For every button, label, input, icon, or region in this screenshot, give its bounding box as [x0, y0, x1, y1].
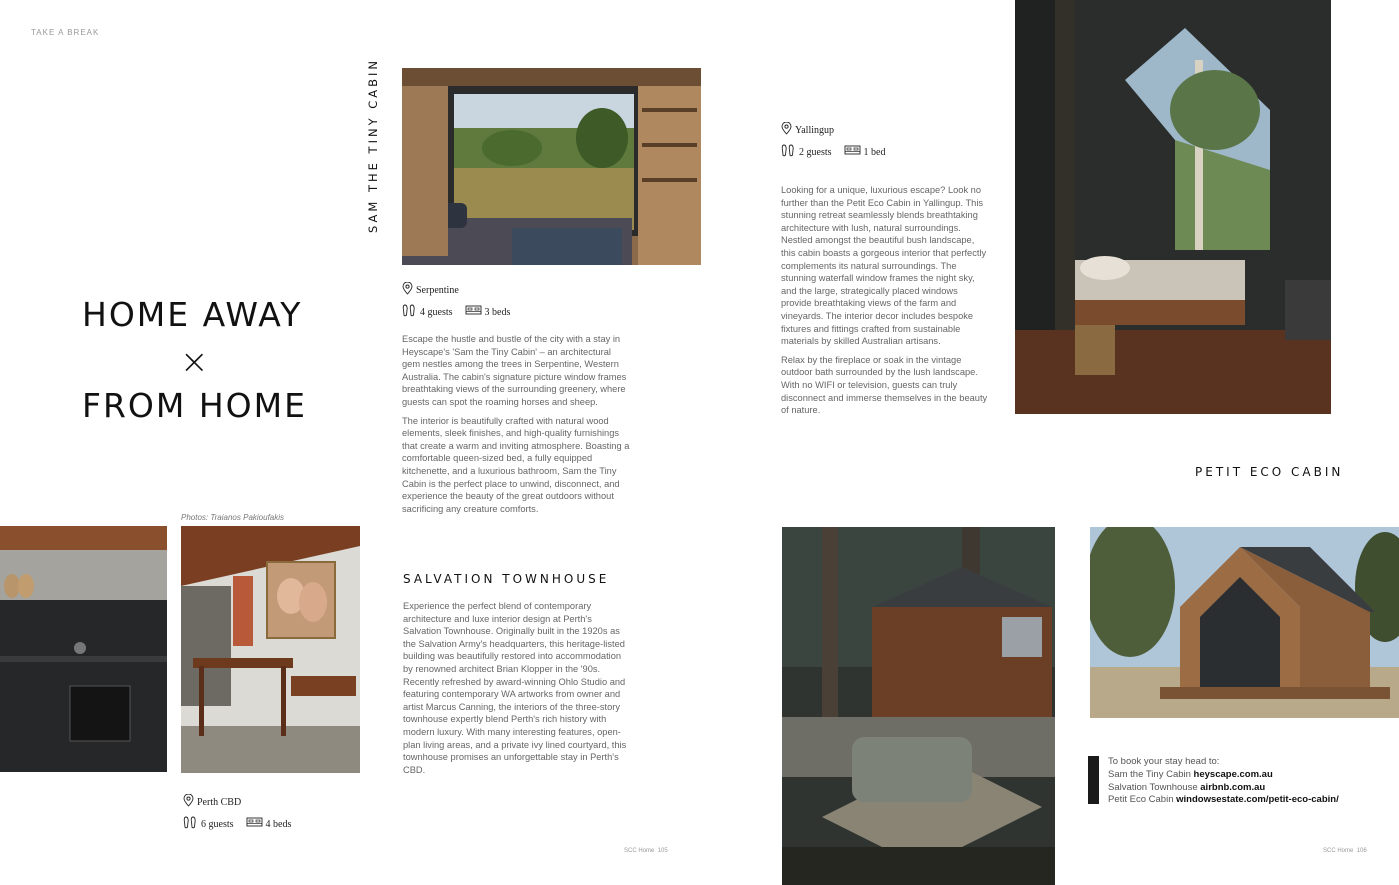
footer-left-page: 105 — [657, 848, 668, 854]
footer-left-publication: SCC Home — [624, 848, 655, 854]
salvation-guests: 6 guests — [201, 818, 234, 830]
footprints-icon — [781, 144, 796, 160]
sam-capacity-row — [402, 304, 510, 320]
salvation-paragraph-1: Experience the perfect blend of contemporary architecture and luxe interior design at Perth's Salvation Townhouse. Originally built in the 1920s as the Salvation Army's headquarters, this heritage-listed building was beautifully restored into accommodation by renowned architect Brian Klopper in the '90s. Recently refreshed by award-winning Ohlo Studio and featuring contemporary WA artworks from owner and artist Marcus Canning, the interiors of the three-story townhouse expertly blend Perth's rich history with modern luxury. With many interesting features, open-plan living areas, and a private ivy lined courtyard, this townhouse promises an unforgettable stay in Perth's CBD. — [403, 601, 627, 775]
booking-line-sam — [1108, 769, 1398, 782]
booking-link-airbnb[interactable]: airbnb.com.au — [1200, 781, 1266, 793]
petit-beds: 1 bed — [863, 146, 886, 158]
petit-paragraph-2: Relax by the fireplace or soak in the vintage outdoor bath surrounded by the lush landscape. With no WIFI or television, guests can truly disconnect and immerse themselves in the beauty of nature. — [781, 354, 988, 416]
sam-guests: 4 guests — [420, 306, 453, 318]
booking-link-heyscape[interactable]: heyscape.com.au — [1193, 768, 1273, 780]
footer-right-page: 106 — [1356, 848, 1367, 854]
petit-description — [781, 184, 988, 423]
bed-icon — [246, 817, 263, 831]
petit-location: Yallingup — [795, 124, 834, 136]
map-pin-icon — [402, 282, 413, 298]
petit-capacity-row — [781, 144, 885, 160]
petit-exterior-photo — [1090, 527, 1399, 718]
petit-cabin-title: PETIT ECO CABIN — [1195, 465, 1344, 479]
booking-name: Sam the Tiny Cabin — [1108, 768, 1191, 780]
salvation-description — [403, 600, 631, 782]
petit-cabin-interior-photo — [1015, 0, 1331, 414]
photo-credit: Photos: Traianos Pakioufakis — [181, 513, 285, 522]
salvation-beds: 4 beds — [265, 818, 292, 830]
salvation-capacity-row — [183, 816, 291, 832]
sam-paragraph-2: The interior is beautifully crafted with natural wood elements, sleek finishes, and high-quality furnishings that create a warm and inviting atmosphere. Boasting a comfortable queen-sized bed, a fully equipped kitchenette, and a luxurious bathroom, Sam the Tiny Cabin is the perfect place to unwind, disconnect, and experience the beauty of the great outdoors without sacrificing any creature comforts. — [402, 415, 630, 514]
booking-name: Petit Eco Cabin — [1108, 794, 1174, 806]
booking-name: Salvation Townhouse — [1108, 781, 1198, 793]
salvation-kitchen-photo — [0, 526, 167, 772]
sam-location-row — [402, 282, 459, 298]
headline-line-1: HOME AWAY — [82, 295, 303, 334]
footprints-icon — [402, 304, 417, 320]
booking-line-petit — [1108, 794, 1398, 807]
booking-info — [1108, 756, 1398, 807]
footer-right-publication: SCC Home — [1323, 848, 1354, 854]
sam-cabin-title: SAM THE TINY CABIN — [366, 57, 380, 233]
section-tag: TAKE A BREAK — [31, 28, 100, 37]
salvation-location-row — [183, 794, 241, 810]
footprints-icon — [183, 816, 198, 832]
headline-symbol: × — [180, 342, 209, 382]
petit-paragraph-1: Looking for a unique, luxurious escape? Look no further than the Petit Eco Cabin in Yallingup. This stunning retreat seamlessly blends breathtaking architecture with lush, natural surroundings. Nestled amongst the beautiful bush landscape, this cabin boasts a gorgeous interior that perfectly complements its natural surroundings. The stunning waterfall window frames the night sky, and the large, strategically placed windows provide breathtaking views of the farm and vineyards. The interior decor includes bespoke fixtures and fittings crafted from sustainable materials by skilled Australian artisans. — [781, 185, 987, 347]
footer-right — [1323, 848, 1367, 854]
petit-location-row — [781, 122, 834, 138]
footer-left — [624, 848, 668, 854]
headline-line-2: FROM HOME — [82, 386, 307, 425]
petit-bath-photo — [782, 527, 1055, 885]
sam-description — [402, 333, 630, 521]
petit-guests: 2 guests — [799, 146, 832, 158]
booking-accent-bar — [1088, 756, 1099, 804]
salvation-title: SALVATION TOWNHOUSE — [403, 572, 610, 586]
booking-line-salvation — [1108, 782, 1398, 795]
sam-cabin-photo — [402, 68, 701, 265]
bed-icon — [465, 305, 482, 319]
bed-icon — [844, 145, 861, 159]
salvation-living-photo — [181, 526, 360, 773]
map-pin-icon — [781, 122, 792, 138]
sam-location: Serpentine — [416, 284, 459, 296]
sam-beds: 3 beds — [484, 306, 511, 318]
map-pin-icon — [183, 794, 194, 810]
booking-link-windowsestate[interactable]: windowsestate.com/petit-eco-cabin/ — [1176, 794, 1339, 806]
sam-paragraph-1: Escape the hustle and bustle of the city with a stay in Heyscape's 'Sam the Tiny Cabin' – an architectural gem nestles among the trees in Serpentine, Western Australia. The cabin's signature picture window frames breathtaking views of the surrounding greenery, where guests can spot the roaming horses and sheep. — [402, 334, 627, 407]
salvation-location: Perth CBD — [197, 796, 242, 808]
booking-intro: To book your stay head to: — [1108, 756, 1220, 767]
